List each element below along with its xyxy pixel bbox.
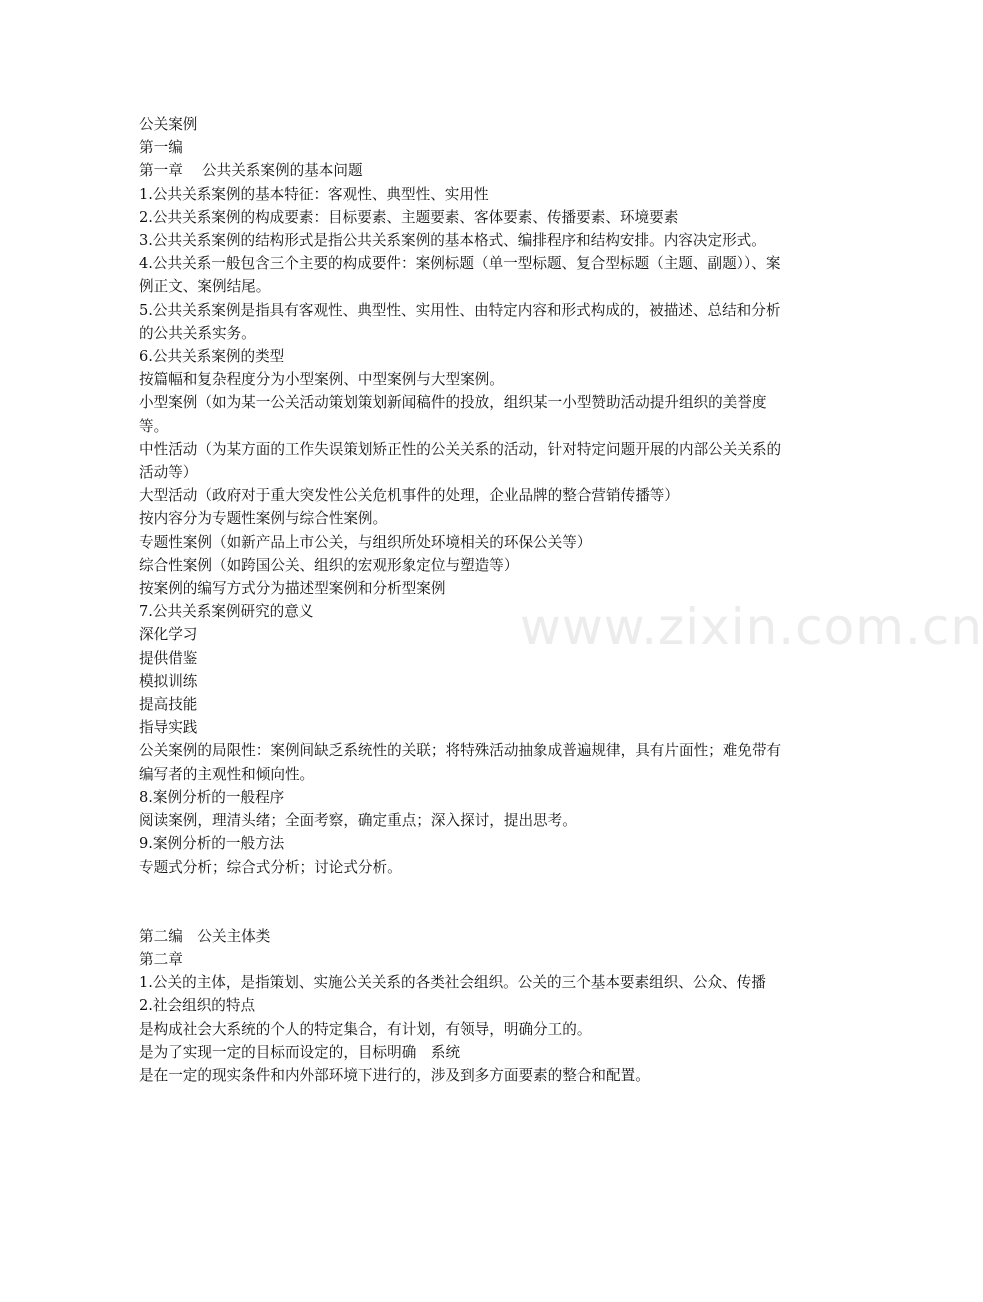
text-line: 4.公共关系一般包含三个主要的构成要件：案例标题（单一型标题、复合型标题（主题、副题））、案例正文、案例结尾。 — [139, 255, 781, 296]
watermark: www.zixin.com.cn — [520, 598, 983, 656]
text-line: 2.公共关系案例的构成要素：目标要素、主题要素、客体要素、传播要素、环境要素 — [139, 208, 679, 226]
section-part-one — [139, 113, 789, 879]
text-line: 按篇幅和复杂程度分为小型案例、中型案例与大型案例。 — [139, 371, 504, 389]
text-line: 3.公共关系案例的结构形式是指公共关系案例的基本格式、编排程序和结构安排。内容决定形式。 — [139, 232, 766, 250]
chapter-heading: 第一章 公共关系案例的基本问题 — [139, 162, 363, 180]
text-line: 5.公共关系案例是指具有客观性、典型性、实用性、由特定内容和形式构成的，被描述、总结和分析的公共关系实务。 — [139, 301, 781, 342]
text-line: 小型案例（如为某一公关活动策划策划新闻稿件的投放，组织某一小型赞助活动提升组织的美誉度等。 — [139, 394, 767, 435]
text-line: 中性活动（为某方面的工作失误策划矫正性的公关关系的活动，针对特定问题开展的内部公关关系的活动等） — [139, 440, 782, 482]
part-heading: 第一编 — [139, 139, 183, 157]
text-line: 大型活动（政府对于重大突发性公关危机事件的处理，企业品牌的整合营销传播等） — [139, 487, 679, 505]
text-line: 1.公关的主体，是指策划、实施公关关系的各类社会组织。公关的三个基本要素组织、公众、传播 — [139, 974, 766, 992]
text-line: 专题式分析；综合式分析；讨论式分析。 — [139, 858, 402, 876]
section-spacer — [139, 879, 789, 925]
text-line: 综合性案例（如跨国公关、组织的宏观形象定位与塑造等） — [139, 556, 519, 574]
list-item: 提高技能 — [139, 696, 198, 714]
text-line: 是为了实现一定的目标而设定的，目标明确 系统 — [139, 1043, 461, 1061]
text-line: 阅读案例，理清头绪；全面考察，确定重点；深入探讨，提出思考。 — [139, 812, 577, 830]
list-item: 模拟训练 — [139, 672, 198, 690]
chapter-heading: 第二章 — [139, 950, 183, 968]
list-item: 深化学习 — [139, 626, 198, 644]
text-line: 8.案例分析的一般程序 — [139, 788, 285, 806]
text-line: 专题性案例（如新产品上市公关，与组织所处环境相关的环保公关等） — [139, 533, 592, 551]
section-part-two — [139, 925, 789, 1087]
text-line: 是在一定的现实条件和内外部环境下进行的，涉及到多方面要素的整合和配置。 — [139, 1066, 650, 1084]
text-line: 6.公共关系案例的类型 — [139, 348, 285, 366]
text-line: 9.案例分析的一般方法 — [139, 835, 285, 853]
text-line: 公关案例的局限性：案例间缺乏系统性的关联；将特殊活动抽象成普遍规律，具有片面性；难免带有编写者的主观性和倾向性。 — [139, 742, 782, 783]
text-line: 按案例的编写方式分为描述型案例和分析型案例 — [139, 580, 446, 598]
list-item: 提供借鉴 — [139, 649, 198, 667]
text-line: 按内容分为专题性案例与综合性案例。 — [139, 510, 388, 528]
doc-title: 公关案例 — [139, 116, 198, 133]
part-heading: 第二编 公关主体类 — [139, 927, 271, 945]
list-item: 指导实践 — [139, 719, 198, 737]
text-line: 是构成社会大系统的个人的特定集合，有计划，有领导，明确分工的。 — [139, 1020, 592, 1038]
document-body — [139, 113, 789, 1087]
text-line: 2.社会组织的特点 — [139, 997, 256, 1015]
text-line: 7.公共关系案例研究的意义 — [139, 603, 314, 621]
text-line: 1.公共关系案例的基本特征：客观性、典型性、实用性 — [139, 185, 489, 203]
